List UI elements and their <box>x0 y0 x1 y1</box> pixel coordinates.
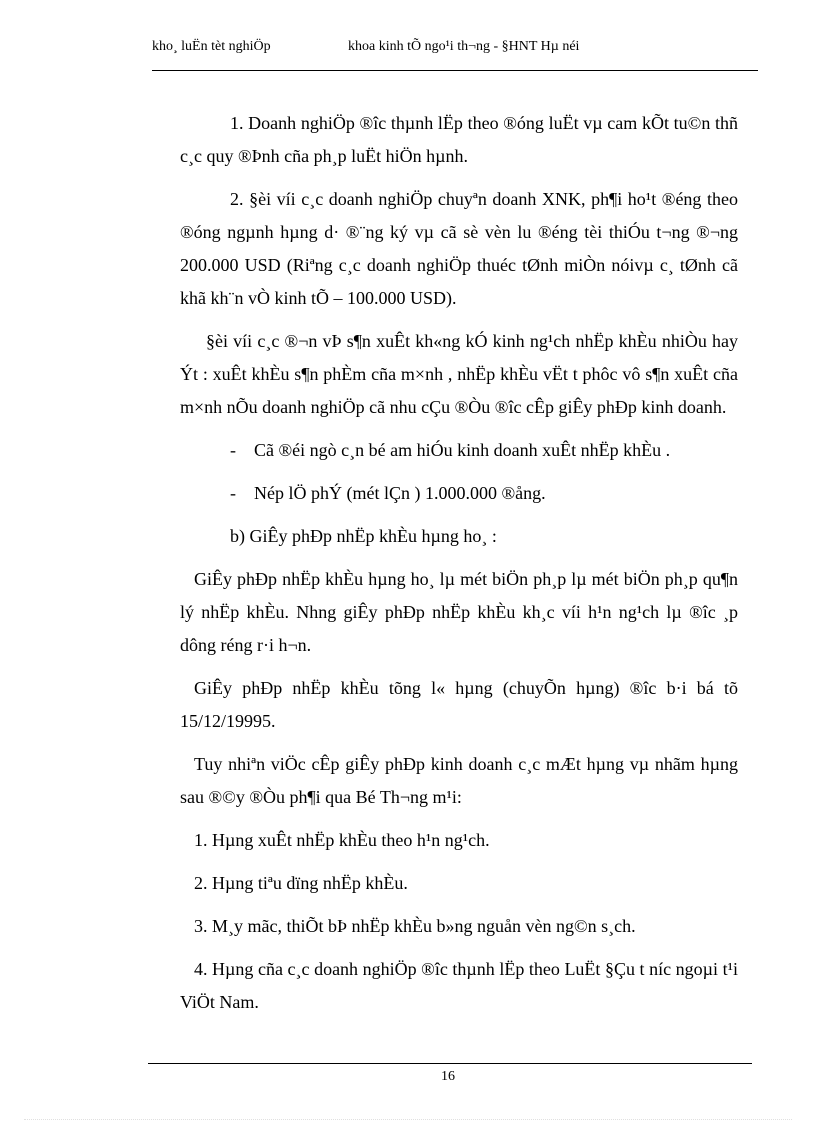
paragraph-producers: §èi víi c¸c ®¬n vÞ s¶n xuÊt kh«ng kÓ kinh ng¹ch nhËp khÈu nhiÒu hay Ýt : xuÊt khÈu s¶n phÈm cña m×nh , nhËp khÈu vËt t phôc vô s¶n xuÊt cña m×nh nÕu doanh nghiÖp cã nhu cÇu ®Òu ®îc cÊp giÊy phÐp kinh doanh. <box>180 331 738 417</box>
paragraph-import-license: GiÊy phÐp nhËp khÈu hµng ho¸ lµ mét biÖn ph¸p lµ mét biÖn ph¸p qu¶n lý nhËp khÈu. Nhng giÊy phÐp nhËp khÈu kh¸c víi h¹n ng¹ch lµ ®îc ¸p dông réng r·i h¬n. <box>180 569 738 655</box>
dash-item-text: Cã ®éi ngò c¸n bé am hiÓu kinh doanh xuÊt nhËp khÈu . <box>254 440 671 460</box>
dash-bullet-icon: - <box>230 483 236 503</box>
numbered-item: 1. Hµng xuÊt nhËp khÈu theo h¹n ng¹ch. <box>194 830 490 850</box>
section-subheading: b) GiÊy phÐp nhËp khÈu hµng ho¸ : <box>230 526 497 546</box>
page-header <box>152 36 758 58</box>
header-faculty-label: khoa kinh tÕ ngo¹i th¬ng - §HNT Hµ néi <box>348 39 580 54</box>
paragraph-shipment-license: GiÊy phÐp nhËp khÈu tõng l« hµng (chuyÕn hµng) ®îc b·i bá tõ 15/12/19995. <box>180 678 738 731</box>
dash-item-text: Nép lÖ phÝ (mét lÇn ) 1.000.000 ®ång. <box>254 483 546 503</box>
numbered-item: 2. Hµng tiªu dïng nhËp khÈu. <box>194 873 408 893</box>
paragraph-condition-2: 2. §èi víi c¸c doanh nghiÖp chuyªn doanh XNK, ph¶i ho¹t ®éng theo ®óng ngµnh hµng d· ®¨ng ký vµ cã sè vèn lu ®éng tèi thiÓu t¬ng ®¬ng 200.000 USD (Riªng c¸c doanh nghiÖp thuéc tØnh miÒn nóivµ c¸ tØnh cã khã kh¨n vÒ kinh tÕ – 100.000 USD). <box>180 189 738 308</box>
dash-bullet-icon: - <box>230 440 236 460</box>
numbered-item-fdi: 4. Hµng cña c¸c doanh nghiÖp ®îc thµnh lËp theo LuËt §Çu t níc ngoµi t¹i ViÖt Nam. <box>180 959 738 1012</box>
footer-divider <box>148 1063 752 1064</box>
page-edge-divider <box>24 1119 792 1120</box>
list-item <box>180 434 738 467</box>
list-item <box>180 477 738 510</box>
header-divider <box>152 70 758 71</box>
header-thesis-label: kho¸ luËn tèt nghiÖp <box>152 39 271 54</box>
page-number: 16 <box>441 1069 455 1084</box>
numbered-item: 3. M¸y mãc, thiÕt bÞ nhËp khÈu b»ng nguån vèn ng©n s¸ch. <box>194 916 636 936</box>
document-body <box>180 107 738 1029</box>
paragraph-condition-1: 1. Doanh nghiÖp ®îc thµnh lËp theo ®óng luËt vµ cam kÕt tu©n thñ c¸c quy ®Þnh cña ph¸p luËt hiÖn hµnh. <box>180 113 738 166</box>
paragraph-ministry: Tuy nhiªn viÖc cÊp giÊy phÐp kinh doanh c¸c mÆt hµng vµ nhãm hµng sau ®©y ®Òu ph¶i qua Bé Th¬ng m¹i: <box>180 754 738 807</box>
